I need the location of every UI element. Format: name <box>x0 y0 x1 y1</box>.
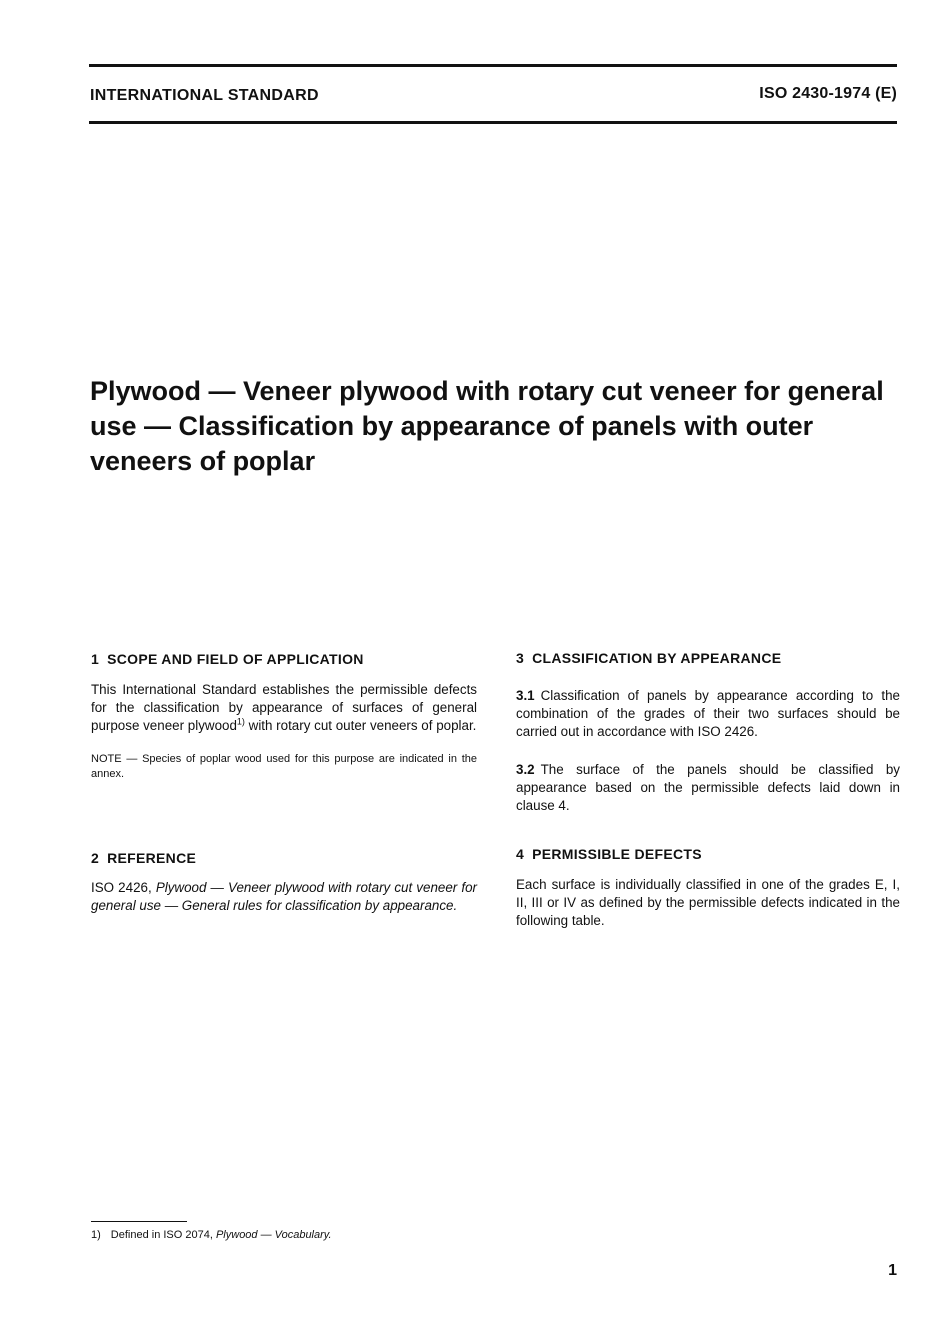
section-heading-reference <box>91 850 477 866</box>
footnote-mark: 1) <box>91 1229 101 1241</box>
section-title: REFERENCE <box>107 850 197 866</box>
clause-text: The surface of the panels should be classified by appearance based on the permissible defects laid down in clause 4. <box>516 762 900 813</box>
footnote <box>91 1228 332 1242</box>
scope-paragraph <box>91 681 477 735</box>
scope-text: This International Standard establishes the permissible defects for the classification by appearance of surfaces of general purpose veneer plywood <box>91 682 477 733</box>
section-heading-classification <box>516 650 900 666</box>
document-type-label: INTERNATIONAL STANDARD <box>90 87 319 104</box>
section-heading-defects <box>516 846 900 862</box>
section-reference <box>91 850 477 915</box>
defects-paragraph: Each surface is individually classified in one of the grades E, I, II, III or IV as defined by the permissible defects indicated in the following table. <box>516 877 900 928</box>
section-number: 3 <box>516 650 525 666</box>
section-number: 2 <box>91 850 100 866</box>
reference-doc-title: Plywood — Veneer plywood with rotary cut veneer for general use — General rules for classification by appearance. <box>91 880 477 913</box>
document-title: Plywood — Veneer plywood with rotary cut veneer for general use — Classification by appearance of panels with outer veneers of poplar <box>90 376 884 476</box>
page-number: 1 <box>888 1262 897 1279</box>
reference-paragraph <box>91 879 477 915</box>
clause-text: Classification of panels by appearance according to the combination of the grades of their two surfaces should be carried out in accordance with ISO 2426. <box>516 688 900 739</box>
reference-doc-number: ISO 2426, <box>91 880 156 895</box>
section-title: CLASSIFICATION BY APPEARANCE <box>532 650 782 666</box>
section-number: 4 <box>516 846 525 862</box>
section-defects <box>516 846 900 930</box>
section-heading-scope <box>91 651 477 667</box>
footnote-rule <box>91 1221 187 1222</box>
section-scope <box>91 651 477 782</box>
section-title: PERMISSIBLE DEFECTS <box>532 846 702 862</box>
section-classification <box>516 650 900 815</box>
section-title: SCOPE AND FIELD OF APPLICATION <box>107 651 364 667</box>
section-number: 1 <box>91 651 100 667</box>
clause-3-2 <box>516 761 900 815</box>
header-top-rule <box>89 64 897 67</box>
footnote-reference: 1) <box>236 716 245 727</box>
footnote-text: Defined in ISO 2074, <box>110 1229 216 1241</box>
header-bottom-rule <box>89 121 897 124</box>
clause-3-1 <box>516 687 900 741</box>
clause-number: 3.1 <box>516 688 535 703</box>
standard-number: ISO 2430-1974 (E) <box>759 85 897 102</box>
scope-text-continued: with rotary cut outer veneers of poplar. <box>244 718 477 733</box>
scope-note: NOTE — Species of poplar wood used for this purpose are indicated in the annex. <box>91 753 477 780</box>
clause-number: 3.2 <box>516 762 535 777</box>
footnote-italic: Plywood — Vocabulary. <box>215 1229 332 1241</box>
